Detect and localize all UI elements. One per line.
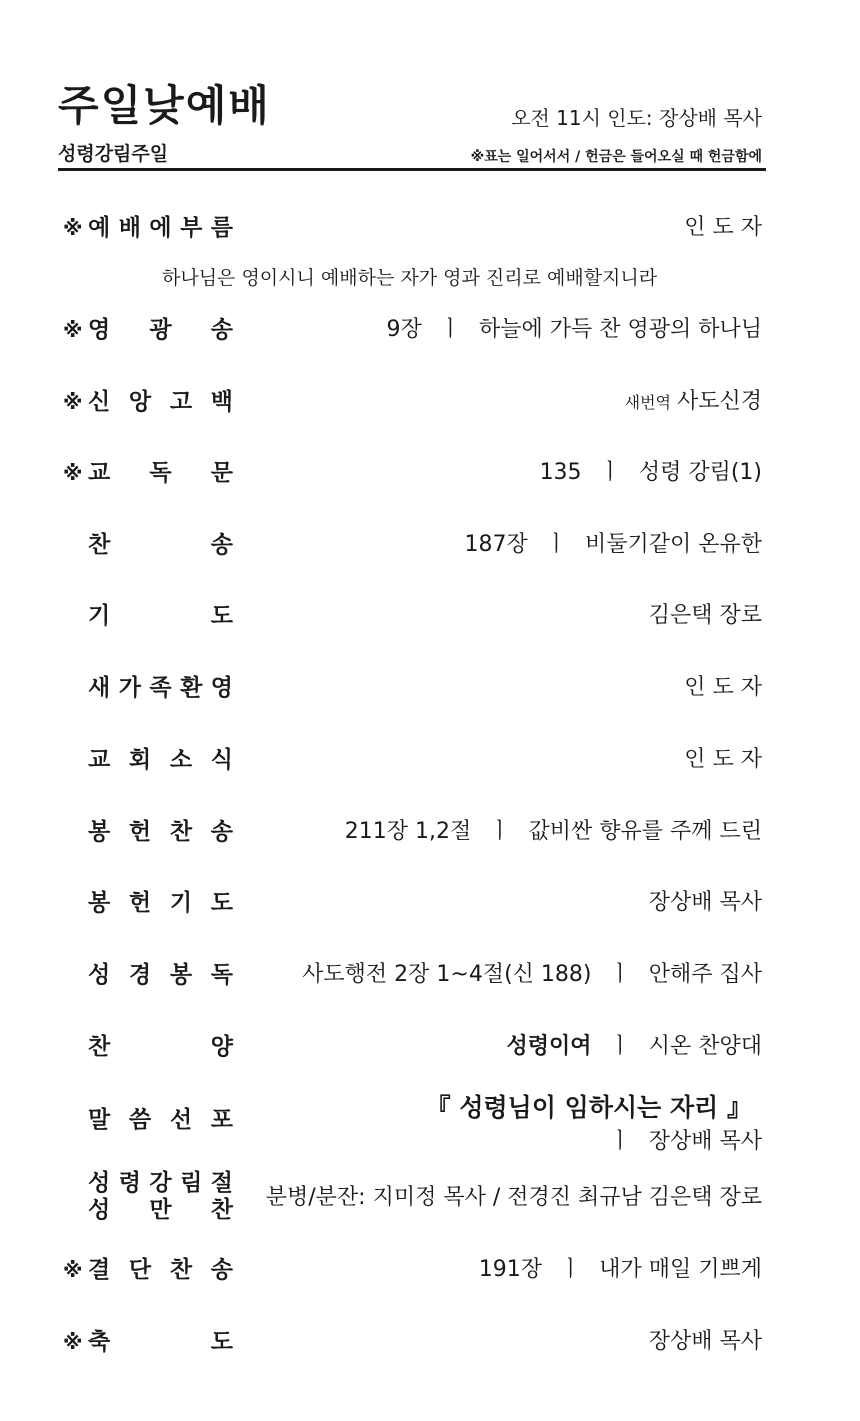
order-value: 인 도 자 — [684, 215, 762, 240]
separator: ㅣ — [599, 460, 621, 485]
anthem-title: 성령이여 — [506, 1034, 592, 1059]
order-label: 봉 헌 찬 송 — [88, 819, 233, 845]
service-title: 주일낮예배 — [58, 81, 271, 130]
sermon-title: 『 성령님이 임하시는 자리 』 — [425, 1093, 752, 1122]
order-value: 장상배 목사 — [648, 890, 762, 915]
hymn-title: 하늘에 가득 찬 영광의 하나님 — [479, 317, 762, 342]
reading-title: 성령 강림(1) — [638, 460, 762, 485]
order-label: 찬 양 — [88, 1034, 233, 1060]
order-label: 말 씀 선 포 — [88, 1107, 233, 1133]
separator: ㅣ — [559, 1257, 582, 1282]
scripture-reference: 사도행전 2장 1~4절(신 188) — [302, 962, 592, 987]
order-value — [302, 955, 762, 995]
hymn-title: 내가 매일 기쁘게 — [599, 1257, 762, 1282]
order-label: 봉 헌 기 도 — [88, 890, 233, 916]
separator: ㅣ — [439, 317, 461, 342]
separator: ㅣ — [545, 532, 567, 557]
sermon-preacher-line — [609, 1122, 762, 1162]
order-row-offering-hymn — [0, 812, 860, 852]
separator: ㅣ — [489, 819, 511, 844]
reading-number: 135 — [539, 460, 582, 485]
stand-mark: ※ — [63, 216, 83, 240]
order-row-hymn — [0, 525, 860, 565]
stand-mark: ※ — [63, 461, 83, 485]
order-label-line: 성 령 강 림 절 — [88, 1170, 233, 1196]
header-divider — [58, 168, 766, 171]
order-row-communion — [0, 1170, 860, 1223]
order-value: 분병/분잔: 지미정 목사 / 전경진 최규남 김은택 장로 — [265, 1185, 762, 1210]
order-label: 교 회 소 식 — [88, 747, 233, 773]
translation-tag: 새번역 — [624, 393, 671, 412]
order-value — [479, 1250, 762, 1290]
order-value: 인 도 자 — [684, 747, 762, 772]
stand-mark: ※ — [63, 390, 83, 414]
order-label: 신 앙 고 백 — [88, 389, 233, 415]
order-value — [625, 382, 762, 423]
stand-mark: ※ — [63, 318, 83, 342]
order-value — [345, 812, 762, 852]
order-row-anthem — [0, 1027, 860, 1067]
order-row-commitment-hymn — [0, 1250, 860, 1290]
order-label: 새 가 족 환 영 — [88, 675, 233, 701]
order-value: 장상배 목사 — [648, 1329, 762, 1354]
call-verse: 하나님은 영이시니 예배하는 자가 영과 진리로 예배할지니라 — [162, 267, 658, 289]
order-row-call-to-worship — [0, 208, 860, 248]
order-label: 찬 송 — [88, 532, 233, 558]
order-value: 인 도 자 — [684, 675, 762, 700]
separator: ㅣ — [609, 1034, 631, 1059]
order-row-welcome — [0, 668, 860, 708]
order-label: 교 독 문 — [88, 460, 233, 486]
sermon-preacher: 장상배 목사 — [648, 1129, 762, 1154]
hymn-title: 값비싼 향유를 주께 드린 — [528, 819, 762, 844]
order-label: 축 도 — [88, 1329, 233, 1355]
choir-name: 시온 찬양대 — [648, 1034, 762, 1059]
order-value — [506, 1027, 762, 1067]
hymn-number: 187장 — [464, 532, 528, 557]
order-label: 영 광 송 — [88, 317, 233, 343]
hymn-title: 비둘기같이 온유한 — [584, 532, 762, 557]
order-row-prayer — [0, 596, 860, 636]
stand-mark: ※ — [63, 1258, 83, 1282]
order-value — [386, 310, 762, 350]
scripture-reader: 안해주 집사 — [648, 962, 762, 987]
service-time-leader: 오전 11시 인도: 장상배 목사 — [511, 106, 762, 130]
order-value: 김은택 장로 — [648, 603, 762, 628]
order-value — [464, 525, 762, 565]
order-label: 예 배 에 부 름 — [88, 215, 233, 241]
order-label: 결 단 찬 송 — [88, 1257, 233, 1283]
standing-offering-note: ※표는 일어서서 / 헌금은 들어오실 때 헌금함에 — [470, 149, 762, 165]
separator: ㅣ — [609, 962, 631, 987]
separator: ㅣ — [609, 1129, 631, 1154]
order-row-benediction — [0, 1322, 860, 1362]
hymn-number: 211장 1,2절 — [344, 819, 472, 844]
order-label: 기 도 — [88, 603, 233, 629]
order-row-announcements — [0, 740, 860, 780]
order-row-doxology — [0, 310, 860, 350]
order-row-scripture — [0, 955, 860, 995]
creed-name: 사도신경 — [676, 389, 762, 414]
order-label-line: 성 만 찬 — [88, 1197, 233, 1223]
stand-mark: ※ — [63, 1330, 83, 1354]
order-value — [540, 453, 762, 493]
service-subtitle: 성령강림주일 — [58, 143, 169, 165]
order-row-creed — [0, 382, 860, 422]
hymn-number: 191장 — [478, 1257, 542, 1282]
order-label: 성 경 봉 독 — [88, 962, 233, 988]
order-label — [88, 1170, 233, 1224]
hymn-number: 9장 — [386, 317, 422, 342]
order-row-responsive-reading — [0, 453, 860, 493]
order-row-offering-prayer — [0, 883, 860, 923]
